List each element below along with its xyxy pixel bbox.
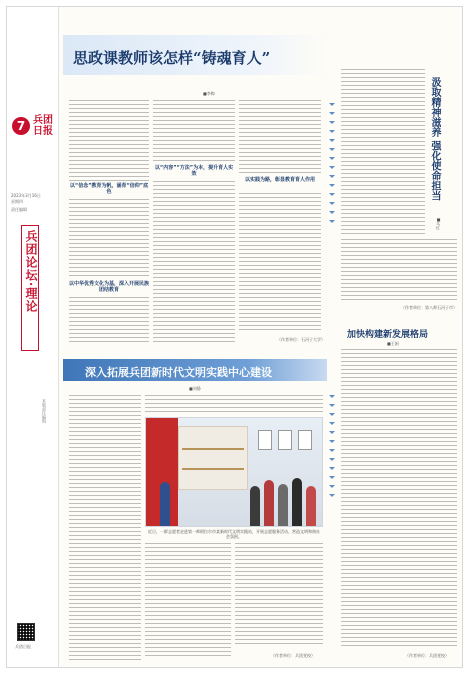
- article1-credit: （作者单位：石河子大学）: [277, 337, 325, 342]
- article2-column1: [69, 395, 141, 661]
- volunteer-photo: [145, 417, 323, 527]
- article1-author: ■李梅: [203, 91, 215, 96]
- article1-subhead-3: 以“内容”“方法”为本，提升育人实效: [154, 165, 234, 177]
- article1-subhead-1: 以“信念”教育为帆，涵育“信仰”底色: [69, 183, 149, 195]
- article3-column-top: [341, 69, 425, 235]
- article1-column1-top: [69, 100, 149, 182]
- issue-weekday: 星期四: [11, 199, 23, 204]
- article1-column3-top: [239, 100, 321, 176]
- left-rail: [7, 7, 59, 667]
- article1-subhead-2: 以中华优秀文化为基，深入开展民族团结教育: [69, 281, 150, 293]
- article1-column3-bottom: [239, 193, 321, 333]
- article1-column1-mid: [69, 199, 149, 279]
- article4-title: 加快构建新发展格局: [347, 330, 429, 340]
- photo-caption: 近日，一群志愿者走进第一师阿拉尔市某新时代文明实践站，开展志愿服务活动，营造文明和谐社会氛围。: [148, 529, 320, 539]
- article3-title: 汲取精神滋养 强化使命担当: [429, 77, 440, 201]
- article3-author: ■马红: [436, 217, 441, 230]
- section-label-box: [21, 225, 39, 351]
- article2-credit: （作者单位：兵团党校）: [271, 653, 315, 658]
- section-label: 兵团论坛·理论: [24, 230, 38, 314]
- article1-title: 思政课教师该怎样“铸魂育人”: [73, 49, 271, 67]
- article4-credit: （作者单位：兵团党校）: [405, 653, 449, 658]
- editor-info: 责任编辑: [11, 207, 27, 212]
- article4-body: [341, 349, 457, 649]
- masthead: 兵团日报: [33, 115, 53, 137]
- article2-lead: [145, 395, 323, 413]
- article1-subhead-4: 以实践为路，彰显教育育人作用: [239, 177, 321, 183]
- qr-code: [17, 623, 35, 641]
- editor-line: 本版责任编辑: [42, 399, 47, 423]
- newspaper-page: [6, 6, 463, 668]
- divider-chevrons-lower: [329, 395, 335, 497]
- page-number: 7: [12, 117, 30, 135]
- article1-column2-top: [153, 100, 235, 162]
- article3-credit: （作者单位：第八师石河子市）: [401, 305, 457, 310]
- article4-author: ■王娟: [387, 341, 399, 346]
- article1-column2-bottom: [153, 181, 235, 345]
- article3-column-bottom: [341, 239, 457, 303]
- article2-title: 深入拓展兵团新时代文明实践中心建设: [85, 366, 272, 379]
- article2-column2: [145, 543, 231, 659]
- article1-column1-bottom: [69, 297, 149, 345]
- article2-author: ■刘静: [189, 386, 201, 391]
- divider-chevrons: [329, 103, 335, 223]
- issue-date: 2023年3月16日: [11, 193, 41, 198]
- article2-column3: [235, 543, 323, 647]
- qr-label: 兵团日报: [15, 644, 31, 649]
